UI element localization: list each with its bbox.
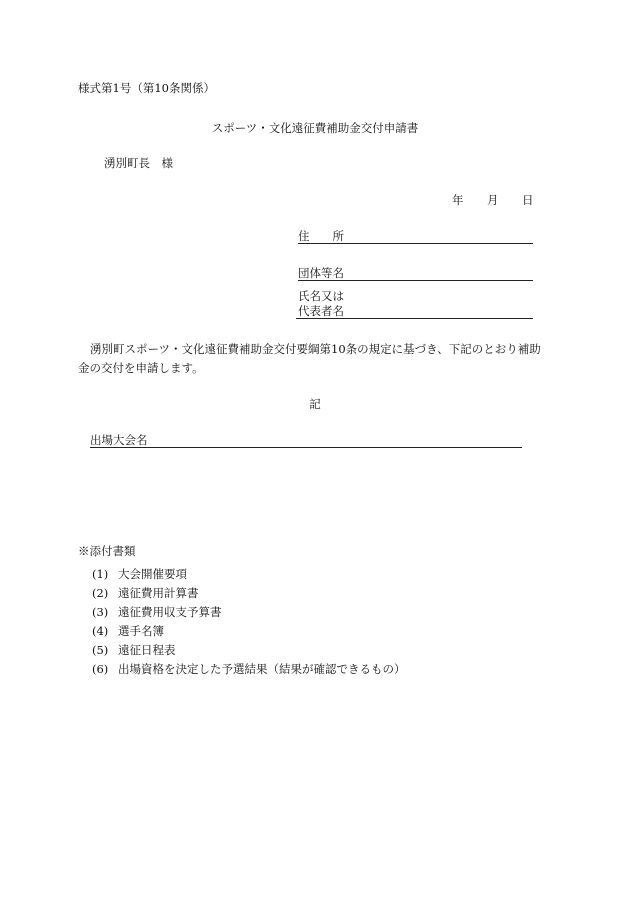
ki-heading: 記 — [309, 397, 321, 411]
item-text: 遠征費用計算書 — [118, 586, 199, 600]
application-statement: 湧別町スポーツ・文化遠征費補助金交付要綱第10条の規定に基づき、下記のとおり補助金の交付を申請します。 — [78, 342, 541, 375]
organization-label: 団体等名 — [298, 266, 344, 280]
address-field[interactable] — [298, 230, 533, 244]
item-number: (6) — [92, 662, 109, 676]
attachments-heading: ※添付書類 — [78, 544, 136, 558]
list-item — [92, 603, 406, 622]
list-item — [92, 660, 406, 679]
address-label: 住 所 — [298, 229, 344, 243]
item-text: 出場資格を決定した予選結果（結果が確認できるもの） — [118, 662, 406, 676]
attachments-list — [92, 565, 406, 679]
tournament-name-field[interactable] — [90, 434, 522, 448]
date-year-label: 年 — [452, 193, 464, 207]
organization-field[interactable] — [298, 267, 533, 281]
list-item — [92, 584, 406, 603]
list-item — [92, 641, 406, 660]
item-number: (2) — [92, 586, 109, 600]
tournament-label: 出場大会名 — [90, 433, 148, 447]
item-text: 選手名簿 — [118, 624, 164, 638]
representative-name-field[interactable] — [296, 305, 533, 319]
item-number: (4) — [92, 624, 109, 638]
item-number: (3) — [92, 605, 109, 619]
date-month-label: 月 — [487, 193, 499, 207]
item-text: 大会開催要項 — [118, 567, 187, 581]
name-label-line1: 氏名又は — [298, 289, 344, 303]
item-text: 遠征日程表 — [118, 643, 176, 657]
list-item — [92, 622, 406, 641]
item-text: 遠征費用収支予算書 — [118, 605, 222, 619]
list-item — [92, 565, 406, 584]
form-number: 様式第1号（第10条関係） — [78, 81, 215, 95]
date-day-label: 日 — [522, 193, 534, 207]
item-number: (1) — [92, 567, 109, 581]
document-title: スポーツ・文化遠征費補助金交付申請書 — [211, 121, 419, 135]
addressee: 湧別町長 様 — [104, 156, 173, 170]
item-number: (5) — [92, 643, 109, 657]
name-label-line2: 代表者名 — [298, 304, 344, 318]
